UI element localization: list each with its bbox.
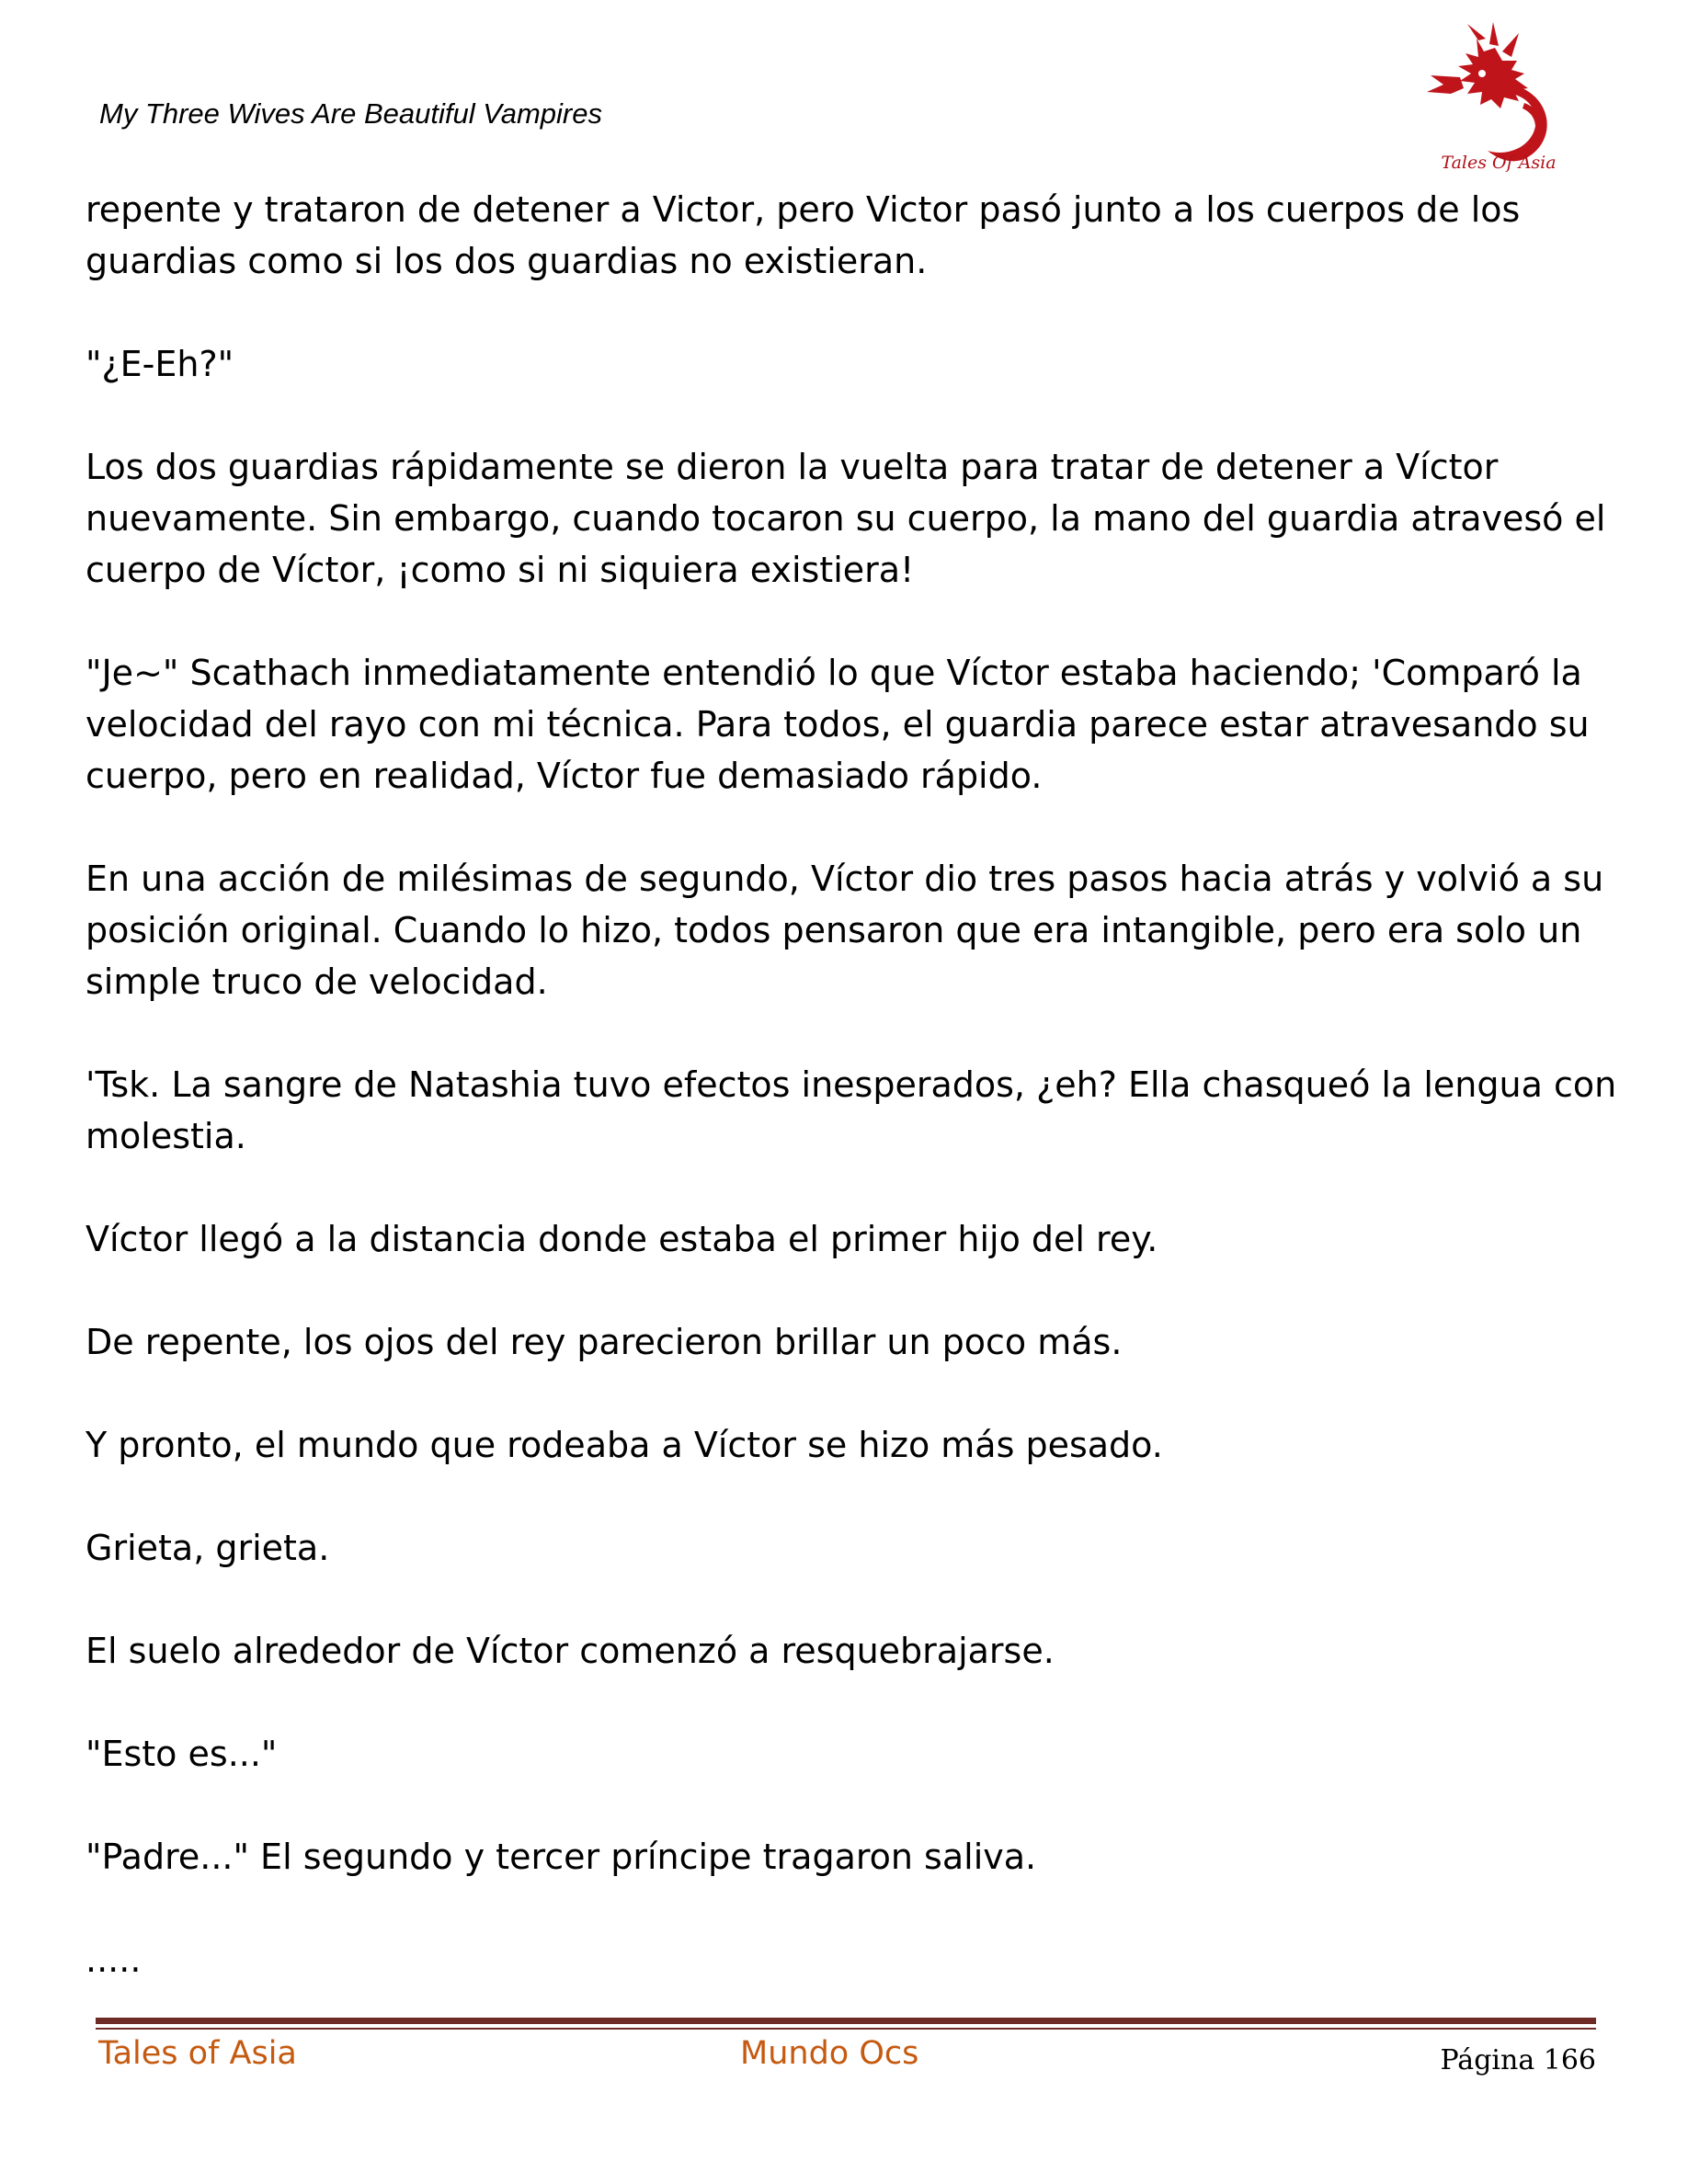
text-line: molestia. (86, 1116, 246, 1156)
text-line: ..... (86, 1939, 142, 1980)
paragraph (86, 441, 1612, 596)
paragraph (86, 1059, 1617, 1162)
text-line: 'Tsk. La sangre de Natashia tuvo efectos inesperados, ¿eh? Ella chasqueó la lengua con (86, 1064, 1617, 1105)
text-line: De repente, los ojos del rey parecieron brillar un poco más. (86, 1322, 1123, 1362)
paragraph (86, 853, 1612, 1007)
paragraph (86, 1625, 1612, 1677)
text-line: En una acción de milésimas de segundo, Víctor dio tres pasos hacia atrás y volvió a su (86, 859, 1604, 899)
paragraph (86, 1522, 1612, 1574)
text-line: El suelo alrededor de Víctor comenzó a resquebrajarse. (86, 1631, 1055, 1671)
text-line: velocidad del rayo con mi técnica. Para todos, el guardia parece estar atravesando su (86, 704, 1590, 745)
text-line: "Esto es..." (86, 1734, 278, 1774)
paragraph (86, 1934, 1612, 1985)
text-line: cuerpo de Víctor, ¡como si ni siquiera existiera! (86, 550, 915, 590)
footer-rule (96, 2018, 1596, 2024)
paragraph (86, 1831, 1612, 1883)
text-line: guardias como si los dos guardias no existieran. (86, 241, 928, 281)
footer-rule-thin (96, 2028, 1596, 2030)
text-line: "Je~" Scathach inmediatamente entendió lo que Víctor estaba haciendo; 'Comparó la (86, 653, 1582, 693)
text-line: nuevamente. Sin embargo, cuando tocaron su cuerpo, la mano del guardia atravesó el (86, 498, 1606, 539)
text-line: posición original. Cuando lo hizo, todos pensaron que era intangible, pero era solo un (86, 910, 1582, 950)
text-line: simple truco de velocidad. (86, 961, 548, 1002)
paragraph (86, 1213, 1612, 1265)
page-number: Página 166 (1440, 2044, 1596, 2076)
book-title: My Three Wives Are Beautiful Vampires (99, 97, 602, 130)
paragraph (86, 1316, 1612, 1368)
text-line: cuerpo, pero en realidad, Víctor fue demasiado rápido. (86, 756, 1043, 796)
logo-text: Tales Of Asia (1441, 153, 1557, 173)
text-line: Víctor llegó a la distancia donde estaba el primer hijo del rey. (86, 1219, 1158, 1259)
paragraph (86, 1728, 1612, 1780)
footer-source: Mundo Ocs (740, 2035, 919, 2072)
text-line: Grieta, grieta. (86, 1528, 330, 1568)
paragraph (86, 184, 1612, 287)
paragraph (86, 338, 1612, 390)
footer-publisher: Tales of Asia (98, 2035, 297, 2072)
text-line: repente y trataron de detener a Victor, pero Victor pasó junto a los cuerpos de los (86, 189, 1521, 230)
text-line: Y pronto, el mundo que rodeaba a Víctor se hizo más pesado. (86, 1425, 1163, 1465)
text-line: "Padre..." El segundo y tercer príncipe tragaron saliva. (86, 1837, 1037, 1877)
text-line: "¿E-Eh?" (86, 344, 234, 384)
paragraph (86, 647, 1612, 802)
paragraph (86, 1419, 1612, 1471)
page-body (86, 184, 1617, 1985)
text-line: Los dos guardias rápidamente se dieron la vuelta para tratar de detener a Víctor (86, 447, 1499, 487)
